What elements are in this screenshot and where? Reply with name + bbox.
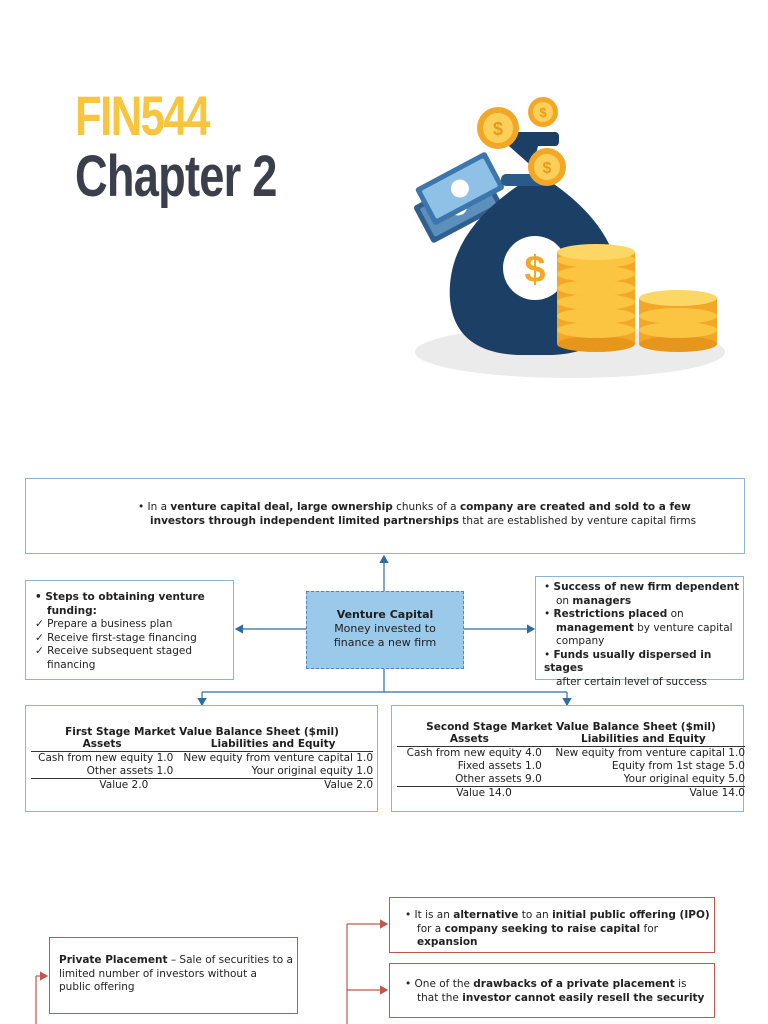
course-code: FIN544 [75, 84, 209, 147]
private-placement-text: Private Placement – Sale of securities to a limited number of investors without a public offering [59, 954, 293, 993]
venture-capital-box: Venture Capital Money invested to finance a new firm [306, 591, 464, 669]
pp-alternative-text: • It is an alternative to an initial public offering (IPO) for a company seeking to raise capital for expansion [405, 909, 710, 948]
pp-drawback-text: • One of the drawbacks of a private placement is that the investor cannot easily resell the security [405, 978, 705, 1004]
first-stage-title: First Stage Market Value Balance Sheet ($mil) [65, 726, 339, 738]
table-row: Value 2.0 Value 2.0 [31, 779, 373, 793]
private-placement-box [49, 937, 298, 1014]
venture-capital-desc: Money invested to [334, 622, 436, 635]
vc-conditions-text: • Success of new firm dependent on managers • Restrictions placed on management by venture capital company • Funds usually dispersed in stages after certain level of success [544, 581, 740, 688]
venture-capital-deal-text: • In a venture capital deal, large ownership chunks of a company are created and sold to a few investors through independent limited partnerships that are established by venture capital firms [138, 501, 697, 527]
pp-alternative-box [389, 897, 715, 953]
venture-capital-deal-box [25, 478, 745, 554]
chapter-title: Chapter 2 [75, 144, 277, 209]
vc-conditions-box [535, 576, 744, 688]
funding-steps-box [25, 580, 234, 680]
second-stage-table: Assets Liabilities and Equity Cash from new equity 4.0 New equity from venture capital 1.0 Fixed assets 1.0 Equity from 1st stage 5.0 Other assets 9.0 Your original equity 5.0 Value 14.0 Value 14.0 [397, 733, 745, 800]
table-row: Value 14.0 Value 14.0 [397, 787, 745, 801]
table-row: Cash from new equity 4.0 New equity from venture capital 1.0 [406, 747, 745, 759]
funding-steps-text: • Steps to obtaining venture funding: ✓ Prepare a business plan ✓ Receive first-stage financing ✓ Receive subsequent staged financing [35, 591, 205, 672]
step-item: ✓ Receive subsequent staged [35, 645, 205, 659]
table-row: Other assets 9.0 Your original equity 5.0 [455, 773, 745, 785]
svg-text:$: $ [524, 249, 546, 291]
svg-text:$: $ [492, 119, 504, 139]
step-item: ✓ Receive first-stage financing [35, 632, 205, 646]
table-row: Other assets 1.0 Your original equity 1.0 [86, 765, 373, 777]
second-stage-balance-sheet [391, 705, 744, 812]
second-stage-title: Second Stage Market Value Balance Sheet ($mil) [426, 721, 716, 733]
table-row: Fixed assets 1.0 Equity from 1st stage 5.0 [457, 760, 745, 772]
first-stage-balance-sheet [25, 705, 378, 812]
svg-text:$: $ [542, 160, 552, 177]
pp-drawback-box [389, 963, 715, 1018]
svg-text:$: $ [539, 105, 547, 120]
step-item: ✓ Prepare a business plan [35, 618, 205, 632]
first-stage-table: Assets Liabilities and Equity Cash from new equity 1.0 New equity from venture capital 1.0 Other assets 1.0 Your original equity 1.0 Value 2.0 Value 2.0 [31, 738, 373, 792]
venture-capital-title: Venture Capital [336, 608, 434, 621]
table-row: Cash from new equity 1.0 New equity from venture capital 1.0 [38, 752, 373, 764]
